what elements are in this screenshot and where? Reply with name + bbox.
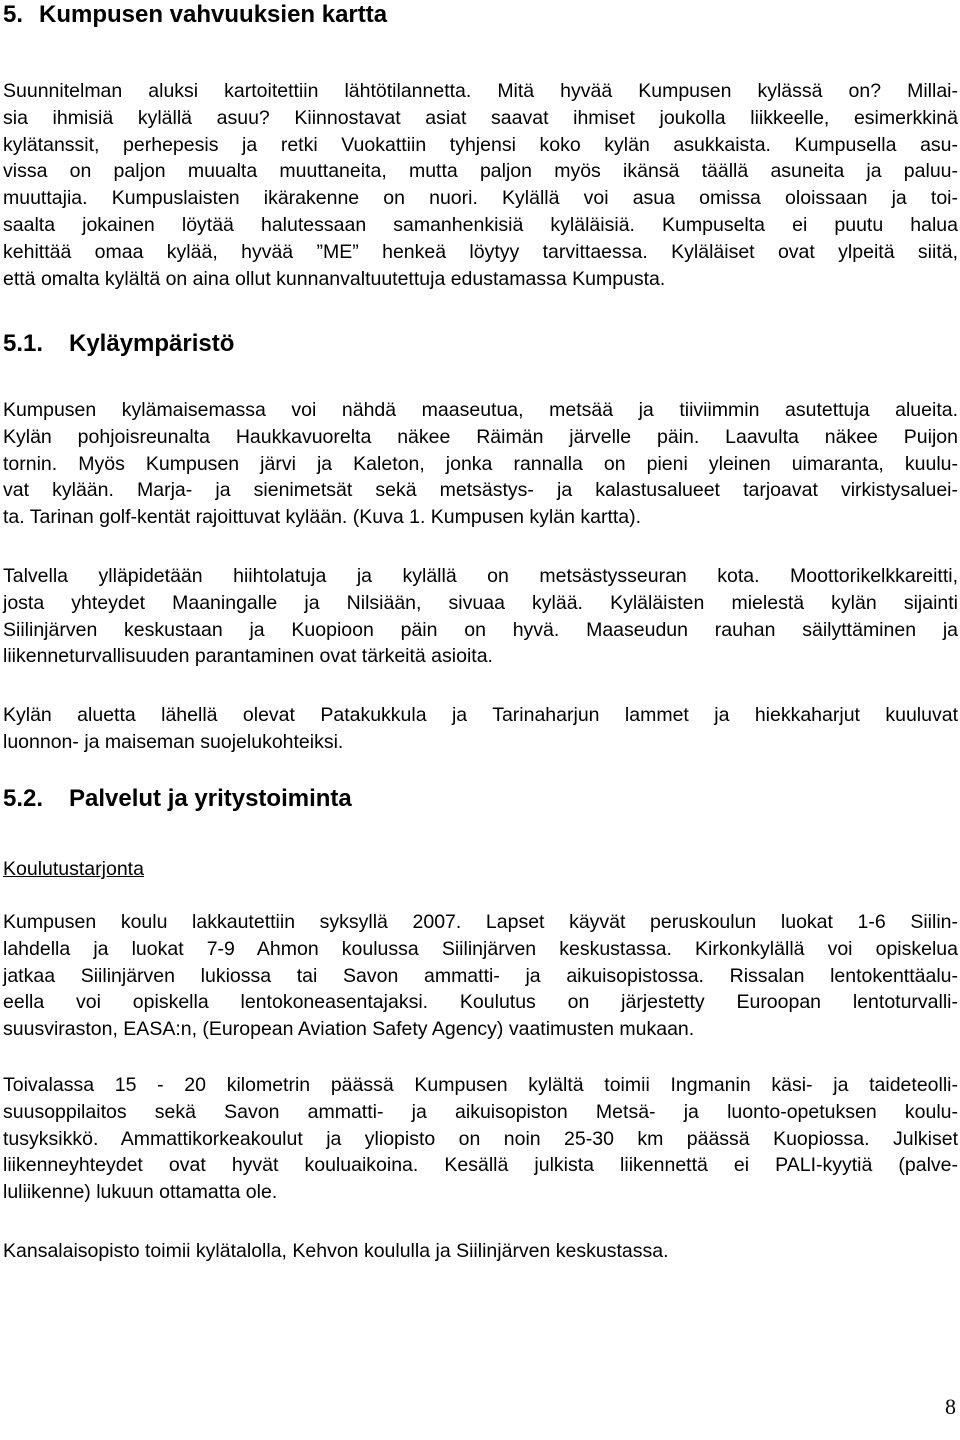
text-line: josta yhteydet Maaningalle ja Nilsiään, sivuaa kylää. Kyläläisten mielestä kylän sijainti xyxy=(3,591,958,614)
text-line: eella voi opiskella lentokoneasentajaksi. Koulutus on järjestetty Euroopan lentoturvalli- xyxy=(3,991,958,1014)
text-line: Siilinjärven keskustaan ja Kuopioon päin on hyvä. Maaseudun rauhan säilyttäminen ja xyxy=(3,618,958,641)
text-line: suusoppilaitos sekä Savon ammatti- ja aikuisopiston Metsä- ja luonto-opetuksen koulu- xyxy=(3,1100,958,1123)
section-number: 5.2. xyxy=(3,785,44,812)
page-number: 8 xyxy=(945,1394,956,1419)
text-line: tornin. Myös Kumpusen järvi ja Kaleton, jonka rannalla on pieni yleinen uimaranta, kuulu- xyxy=(3,452,958,475)
section-heading-5-2 xyxy=(3,784,352,814)
text-line: Talvella ylläpidetään hiihtolatuja ja kylällä on metsästysseuran kota. Moottorikelkkareitti, xyxy=(3,565,958,587)
text-line: että omalta kylältä on aina ollut kunnanvaltuutettuja edustamassa Kumpusta. xyxy=(3,267,666,290)
environment-paragraph-2 xyxy=(3,563,958,670)
text-line: ta. Tarinan golf-kentät rajoittuvat kylään. (Kuva 1. Kumpusen kylän kartta). xyxy=(3,506,642,529)
section-title: Kumpusen vahvuuksien kartta xyxy=(39,1,388,28)
text-line: liikenneturvallisuuden parantaminen ovat tärkeitä asioita. xyxy=(3,645,493,668)
text-line: Suunnitelman aluksi kartoitettiin lähtötilannetta. Mitä hyvää Kumpusen kylässä on? Millai- xyxy=(3,80,958,102)
text-line: suusviraston, EASA:n, (European Aviation Safety Agency) vaatimusten mukaan. xyxy=(3,1018,695,1041)
education-paragraph-1 xyxy=(3,909,958,1043)
text-line: Kansalaisopisto toimii kylätalolla, Kehvon koululla ja Siilinjärven keskustassa. xyxy=(3,1240,669,1262)
environment-paragraph-3 xyxy=(3,702,958,756)
text-line: kylätanssit, perhepesis ja retki Vuokattiin tyhjensi koko kylän asukkaista. Kumpusella asu- xyxy=(3,133,958,156)
text-line: tusyksikkö. Ammattikorkeakoulut ja yliopisto on noin 25-30 km päässä Kuopiossa. Julkiset xyxy=(3,1127,958,1150)
text-line: liikenneyhteydet ovat hyvät kouluaikoina. Kesällä julkista liikennettä ei PALI-kyytiä (palve- xyxy=(3,1154,958,1177)
text-line: luliikenne) lukuun ottamatta ole. xyxy=(3,1181,278,1204)
text-line: Kumpusen kylämaisemassa voi nähdä maaseutua, metsää ja tiiviimmin asutettuja alueita. xyxy=(3,399,958,421)
text-line: vissa on paljon muualta muuttaneita, mutta paljon myös ikänsä täällä asuneita ja paluu- xyxy=(3,160,958,183)
intro-paragraph xyxy=(3,78,958,292)
section-title: Kyläympäristö xyxy=(69,330,235,357)
text-line: kehittää omaa kylää, hyvää ”ME” henkeä löytyy tarvittaessa. Kyläläiset ovat ylpeitä siitä, xyxy=(3,240,958,263)
section-number: 5.1. xyxy=(3,330,44,357)
text-line: Kylän aluetta lähellä olevat Patakukkula ja Tarinaharjun lammet ja hiekkaharjut kuuluvat xyxy=(3,704,958,726)
section-title: Palvelut ja yritystoiminta xyxy=(69,785,352,812)
text-line: saalta jokainen löytää halutessaan samanhenkisiä kyläläisiä. Kumpuselta ei puutu halua xyxy=(3,213,958,236)
text-line: vat kylään. Marja- ja sienimetsät sekä metsästys- ja kalastusalueet tarjoavat virkistysaluei- xyxy=(3,479,958,502)
text-line: luonnon- ja maiseman suojelukohteiksi. xyxy=(3,730,344,753)
text-line: muuttajia. Kumpuslaisten ikärakenne on nuori. Kylällä voi asua omissa oloissaan ja toi- xyxy=(3,187,958,210)
environment-paragraph-1 xyxy=(3,397,958,531)
section-heading-5 xyxy=(3,0,387,30)
text-line: Kumpusen koulu lakkautettiin syksyllä 2007. Lapset käyvät peruskoulun luokat 1-6 Siilin- xyxy=(3,911,958,933)
education-paragraph-3 xyxy=(3,1238,669,1265)
education-subheading: Koulutustarjonta xyxy=(3,858,144,880)
section-number: 5. xyxy=(3,1,24,28)
text-line: lahdella ja luokat 7-9 Ahmon koulussa Siilinjärven keskustassa. Kirkonkylällä voi opiskelua xyxy=(3,937,958,960)
education-paragraph-2 xyxy=(3,1072,958,1206)
text-line: sia ihmisiä kylällä asuu? Kiinnostavat asiat saavat ihmiset joukolla liikkeelle, esimerkkinä xyxy=(3,106,958,129)
text-line: Kylän pohjoisreunalta Haukkavuorelta näkee Räimän järvelle päin. Laavulta näkee Puijon xyxy=(3,425,958,448)
text-line: jatkaa Siilinjärven lukiossa tai Savon ammatti- ja aikuisopistossa. Rissalan lentokenttäalu- xyxy=(3,964,958,987)
text-line: Toivalassa 15 - 20 kilometrin päässä Kumpusen kylältä toimii Ingmanin käsi- ja taideteolli- xyxy=(3,1074,958,1096)
section-heading-5-1 xyxy=(3,329,234,359)
